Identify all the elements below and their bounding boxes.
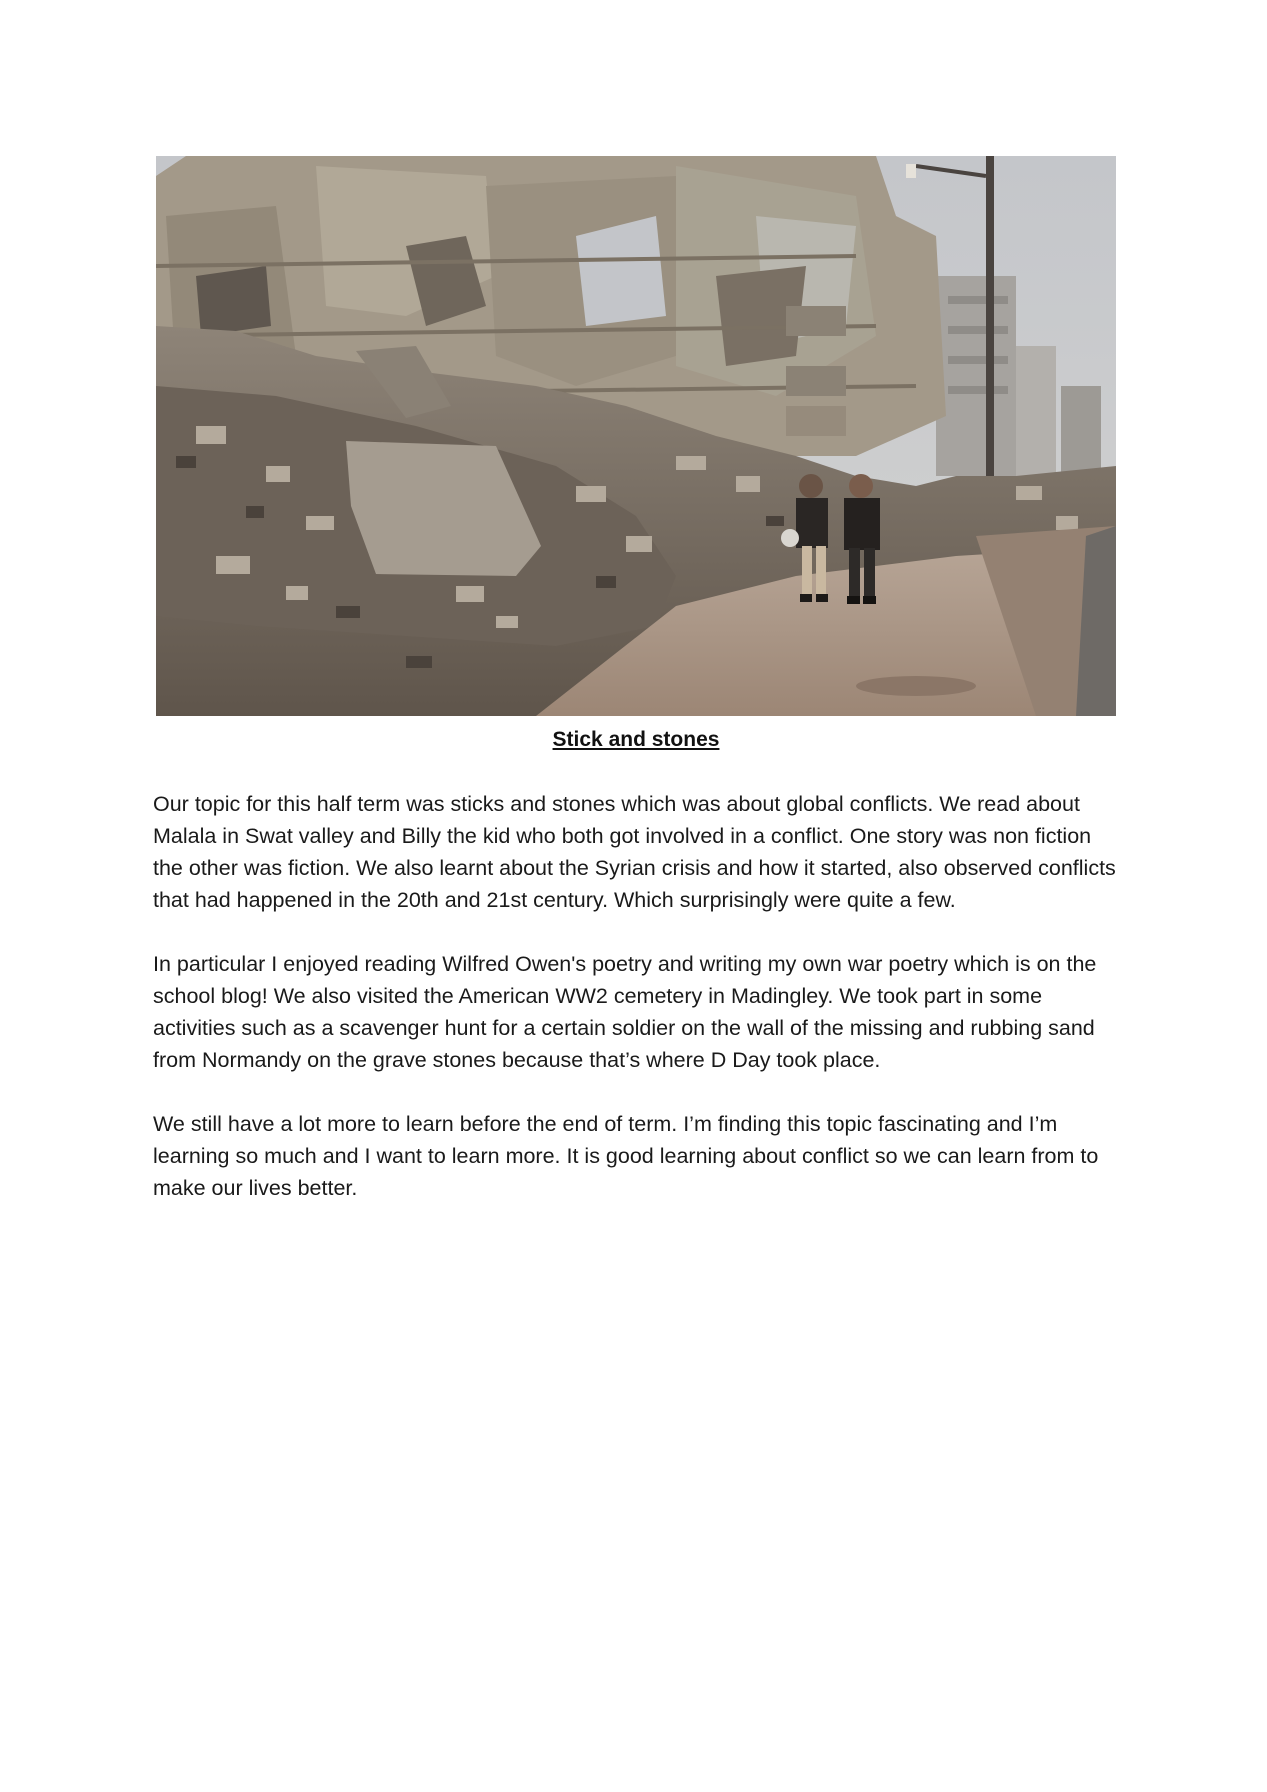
war-ruins-photo xyxy=(156,156,1116,716)
paragraph-topic-intro: Our topic for this half term was sticks and stones which was about global conflicts. We read about Malala in Swat valley and Billy the kid who both got involved in a conflict. One story was non fiction the other was fiction. We also learnt about the Syrian crisis and how it started, also observed conflicts that had happened in the 20th and 21st century. Which surprisingly were quite a few. xyxy=(153,792,1116,912)
article-body xyxy=(153,788,1123,1236)
paragraph-conclusion: We still have a lot more to learn before the end of term. I’m finding this topic fascinating and I’m learning so much and I want to learn more. It is good learning about conflict so we can learn from to make our lives better. xyxy=(153,1112,1099,1200)
paragraph-poetry-and-visit: In particular I enjoyed reading Wilfred Owen's poetry and writing my own war poetry which is on the school blog! We also visited the American WW2 cemetery in Madingley. We took part in some activities such as a scavenger hunt for a certain soldier on the wall of the missing and rubbing sand from Normandy on the grave stones because that’s where D Day took place. xyxy=(153,952,1097,1072)
photo-caption: Stick and stones xyxy=(552,728,720,751)
